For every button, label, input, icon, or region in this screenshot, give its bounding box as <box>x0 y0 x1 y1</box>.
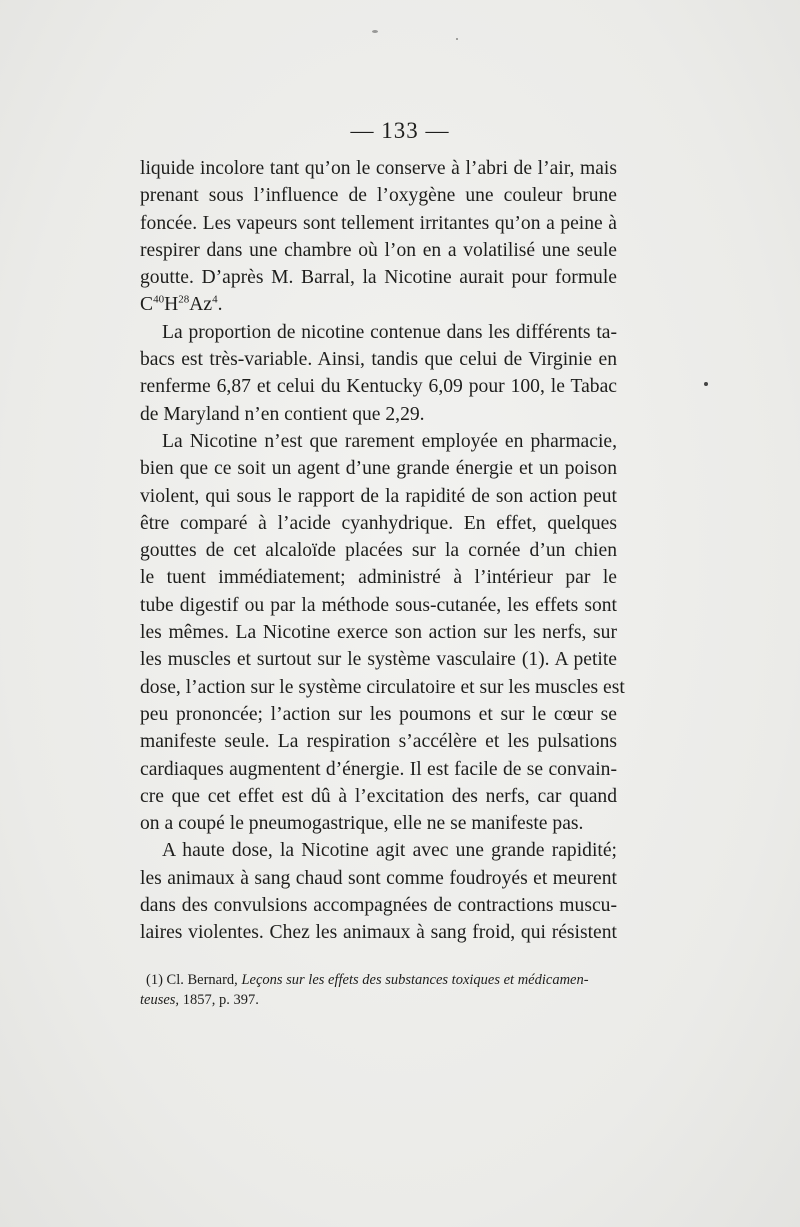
text-line: être comparé à l’acide cyanhydrique. En effet, quelques <box>140 512 617 534</box>
text-line: le tuent immédiatement; administré à l’intérieur par le <box>140 567 617 589</box>
footnote <box>140 970 620 1010</box>
text-line: dose, l’action sur le système circulatoire et sur les muscles est <box>140 676 625 698</box>
footnote-title-end: teuses, <box>140 992 180 1008</box>
text-line: bacs est très-variable. Ainsi, tandis que celui de Virginie en <box>140 349 617 371</box>
ink-speck <box>456 38 458 40</box>
text-line: les animaux à sang chaud sont comme foudroyés et meurent <box>140 867 617 889</box>
text-line: on a coupé le pneumogastrique, elle ne se manifeste pas. <box>140 813 584 835</box>
formula-end: . <box>217 294 223 316</box>
formula-az: Az <box>189 294 213 316</box>
formula-az-sub: 4 <box>212 293 218 306</box>
footnote-details: 1857, p. 397. <box>182 992 259 1008</box>
text-line: manifeste seule. La respiration s’accélère et les pulsations <box>140 731 617 753</box>
ink-speck <box>372 30 378 33</box>
text-line: dans des convulsions accompagnées de contractions muscu- <box>140 895 617 917</box>
text-line: de Maryland n’en contient que 2,29. <box>140 403 425 425</box>
footnote-line <box>140 990 620 1010</box>
text-line: goutte. D’après M. Barral, la Nicotine aurait pour formule <box>140 267 617 289</box>
text-line: La Nicotine n’est que rarement employée en pharmacie, <box>162 430 617 452</box>
text-line: laires violentes. Chez les animaux à sang froid, qui résistent <box>140 922 617 944</box>
text-line: tube digestif ou par la méthode sous-cutanée, les effets sont <box>140 594 617 616</box>
text-line: foncée. Les vapeurs sont tellement irritantes qu’on a peine à <box>140 212 617 234</box>
text-line: liquide incolore tant qu’on le conserve à l’abri de l’air, mais <box>140 158 617 179</box>
chemical-formula <box>140 291 617 318</box>
text-line: cardiaques augmentent d’énergie. Il est facile de se convain- <box>140 758 617 780</box>
text-line: prenant sous l’influence de l’oxygène une couleur brune <box>140 185 617 207</box>
text-line: les mêmes. La Nicotine exerce son action sur les nerfs, sur <box>140 622 617 644</box>
text-line: violent, qui sous le rapport de la rapidité de son action peut <box>140 485 617 507</box>
text-line: les muscles et surtout sur le système vasculaire (1). A petite <box>140 649 617 671</box>
ink-speck <box>704 382 708 386</box>
text-line: A haute dose, la Nicotine agit avec une grande rapidité; <box>162 840 617 862</box>
formula-c: C <box>140 294 154 316</box>
footnote-title: Leçons sur les effets des substances toxiques et médicamen- <box>241 972 589 988</box>
text-line: renferme 6,87 et celui du Kentucky 6,09 pour 100, le Tabac <box>140 376 617 398</box>
text-line: gouttes de cet alcaloïde placées sur la cornée d’un chien <box>140 540 617 562</box>
text-line: bien que ce soit un agent d’une grande énergie et un poison <box>140 458 617 480</box>
formula-h: H <box>164 294 179 316</box>
formula-c-sub: 40 <box>153 293 165 306</box>
text-line: respirer dans une chambre où l’on en a volatilisé une seule <box>140 239 617 261</box>
body-text <box>140 155 625 947</box>
text-line: peu prononcée; l’action sur les poumons et sur le cœur se <box>140 703 617 725</box>
text-line: La proportion de nicotine contenue dans les différents ta- <box>162 321 617 343</box>
text-line: cre que cet effet est dû à l’excitation des nerfs, car quand <box>140 785 617 807</box>
formula-h-sub: 28 <box>178 293 190 306</box>
page-number-header: — 133 — <box>350 118 450 143</box>
footnote-marker: (1) Cl. Bernard, <box>146 972 238 988</box>
footnote-line <box>140 970 620 990</box>
